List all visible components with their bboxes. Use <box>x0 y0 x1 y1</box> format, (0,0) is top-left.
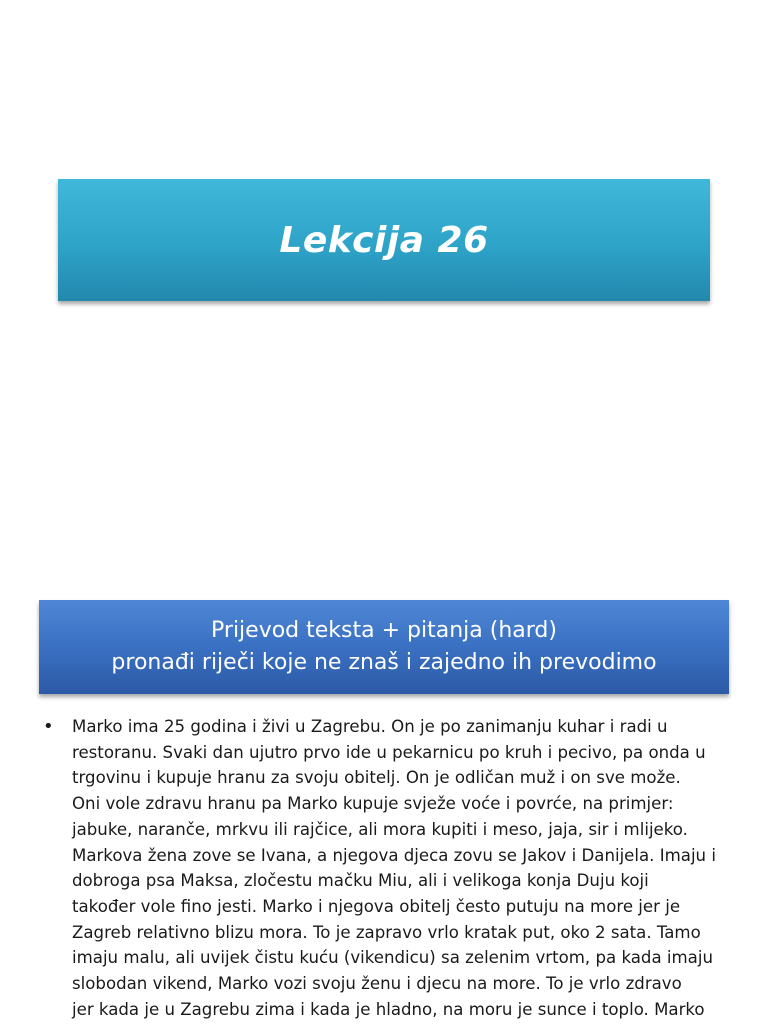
body-text <box>43 714 733 1022</box>
text-line: također vole fino jesti. Marko i njegova obitelj često putuju na more jer je <box>72 896 681 916</box>
text-line: jabuke, naranče, mrkvu ili rajčice, ali mora kupiti i meso, jaja, sir i mlijeko. <box>72 819 688 839</box>
text-line: imaju malu, ali uvijek čistu kuću (vikendicu) sa zelenim vrtom, pa kada imaju <box>72 948 713 968</box>
paragraph <box>72 714 733 1022</box>
text-line: restoranu. Svaki dan ujutro prvo ide u pekarnicu po kruh i pecivo, pa onda u <box>72 742 706 762</box>
text-line: Zagreb relativno blizu mora. To je zapravo vrlo kratak put, oko 2 sata. Tamo <box>72 922 701 942</box>
subtitle-line-1: Prijevod teksta + pitanja (hard) <box>211 618 557 643</box>
subtitle-banner <box>39 600 729 694</box>
text-line: trgovinu i kupuje hranu za svoju obitelj. On je odličan muž i on sve može. <box>72 768 681 788</box>
bullet-item <box>43 714 733 1022</box>
title-banner <box>58 179 710 301</box>
text-line: slobodan vikend, Marko vozi svoju ženu i djecu na more. To je vrlo zdravo <box>72 974 682 994</box>
subtitle-line-2: pronađi riječi koje ne znaš i zajedno ih prevodimo <box>111 650 657 675</box>
text-line: Oni vole zdravu hranu pa Marko kupuje svježe voće i povrće, na primjer: <box>72 794 674 814</box>
bullet-icon: • <box>43 716 54 737</box>
text-line: jer kada je u Zagrebu zima i kada je hladno, na moru je sunce i toplo. Marko <box>72 999 705 1019</box>
text-line: Markova žena zove se Ivana, a njegova djeca zovu se Jakov i Danijela. Imaju i <box>72 845 716 865</box>
text-line: dobroga psa Maksa, zločestu mačku Miu, ali i velikoga konja Duju koji <box>72 871 649 891</box>
text-line: Marko ima 25 godina i živi u Zagrebu. On je po zanimanju kuhar i radi u <box>72 717 668 736</box>
slide-title: Lekcija 26 <box>279 219 489 261</box>
